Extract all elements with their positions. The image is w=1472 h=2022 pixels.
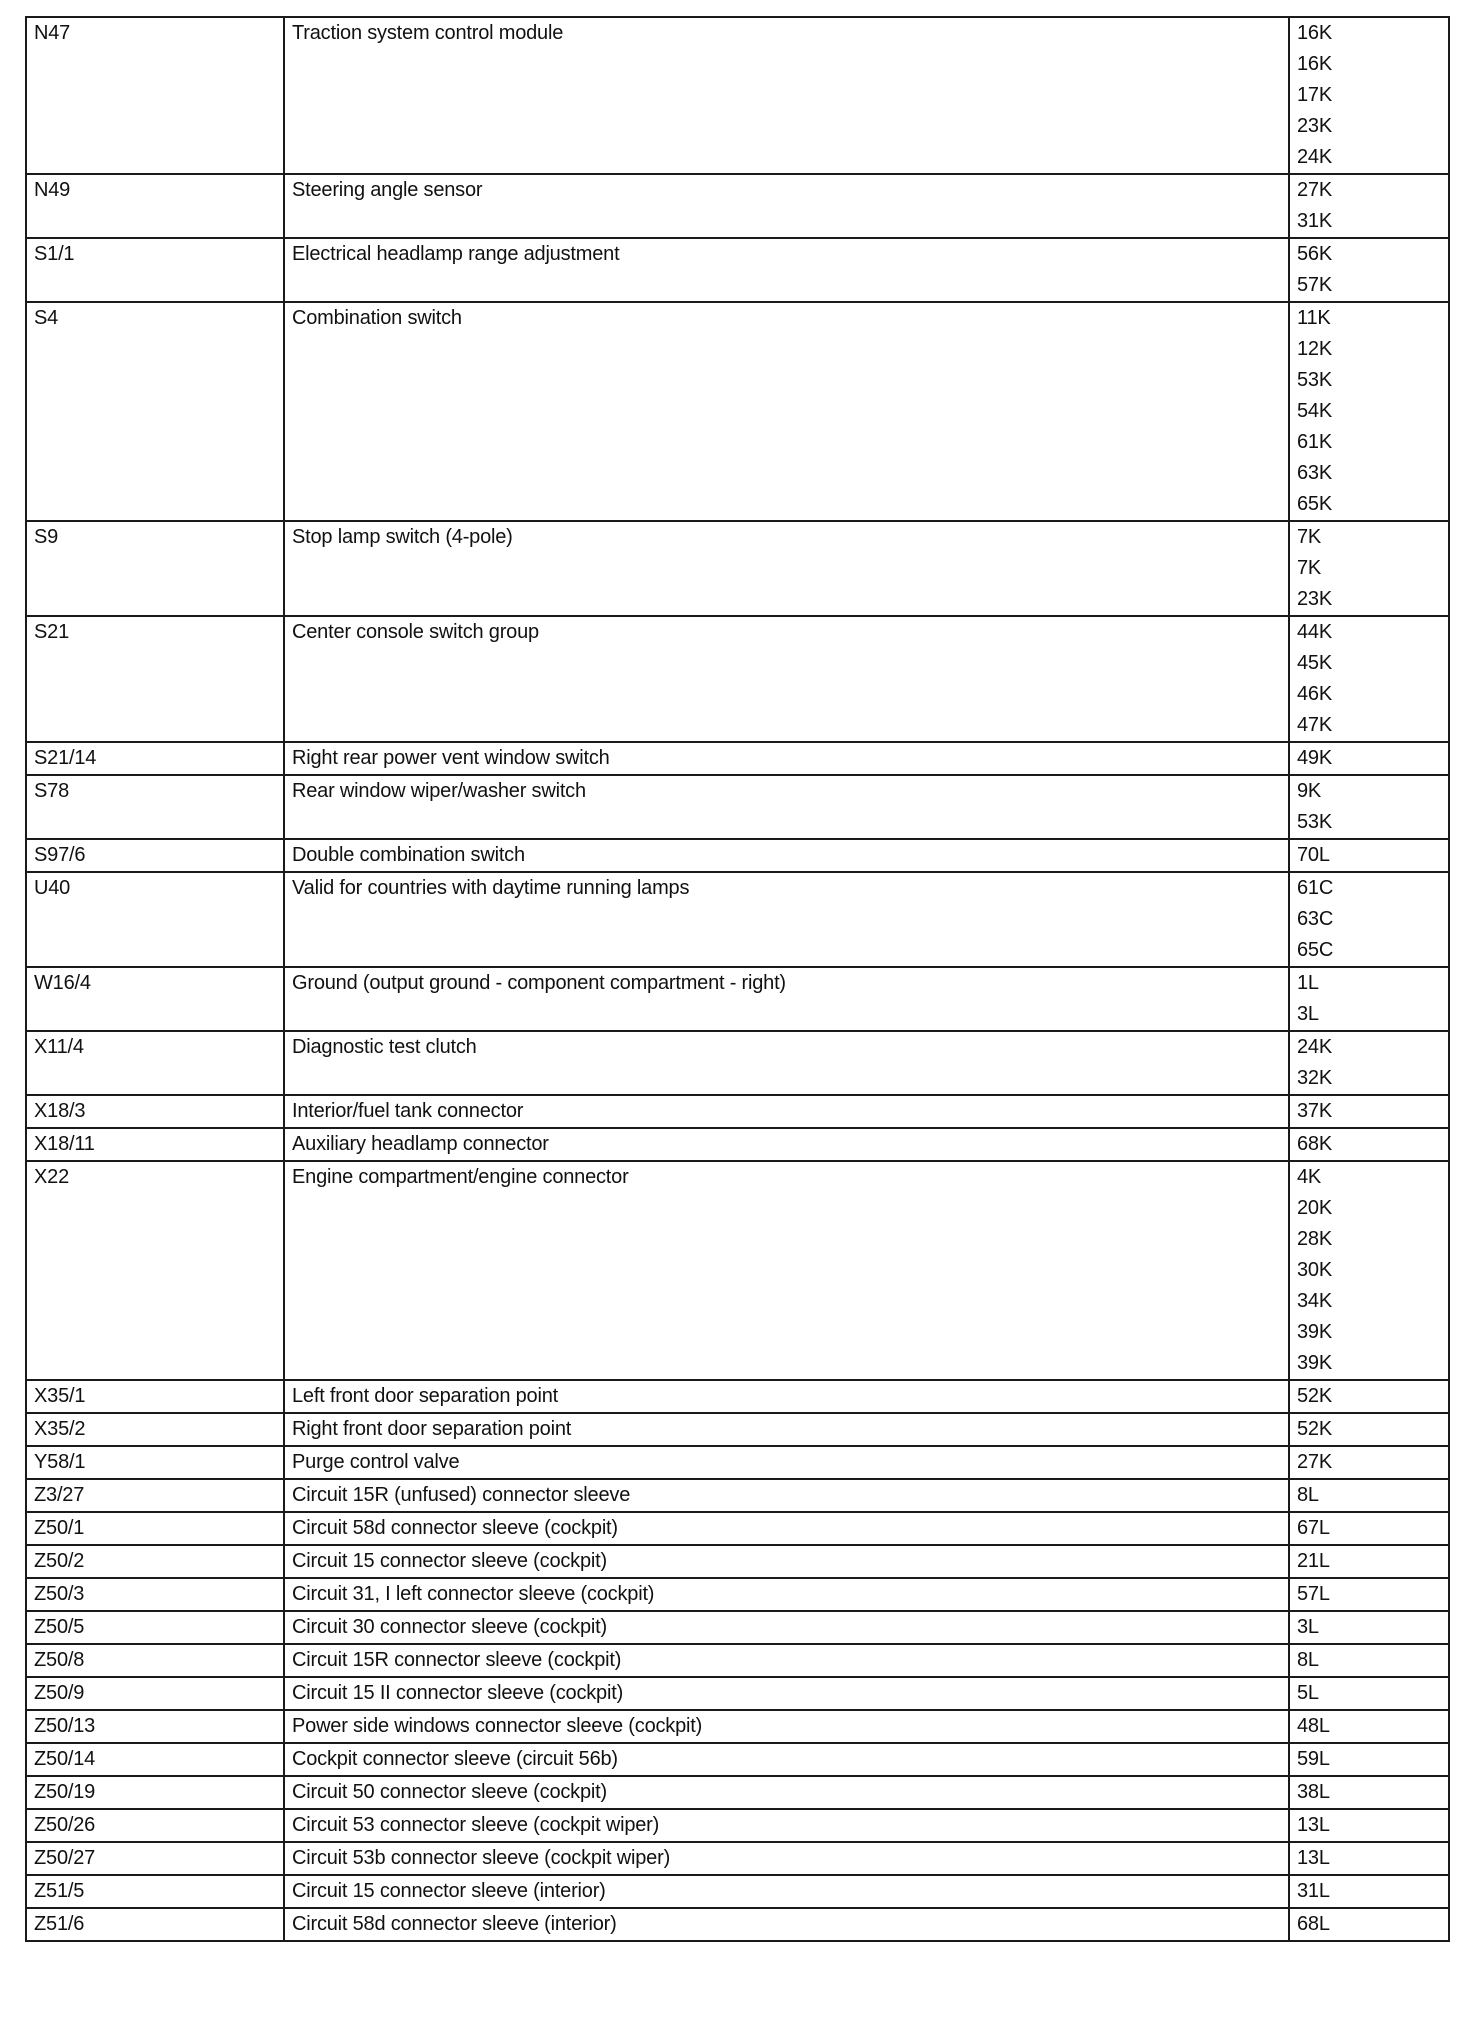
diagram-position-cell [1289, 1413, 1449, 1446]
diagram-position-cell [1289, 1446, 1449, 1479]
component-description-cell: Electrical headlamp range adjustment [284, 238, 1289, 302]
table-row [26, 1380, 1449, 1413]
component-description-cell: Circuit 53 connector sleeve (cockpit wiper) [284, 1809, 1289, 1842]
diagram-position-cell [1289, 302, 1449, 521]
component-code-cell: S1/1 [26, 238, 284, 302]
diagram-position: 1L [1297, 972, 1319, 994]
table-row [26, 1512, 1449, 1545]
diagram-position: 39K [1297, 1352, 1332, 1374]
diagram-position: 53K [1297, 369, 1332, 391]
table-row [26, 839, 1449, 872]
diagram-position: 61C [1297, 877, 1334, 899]
component-code-cell: Z51/5 [26, 1875, 284, 1908]
table-row [26, 1611, 1449, 1644]
component-code-cell: Z50/19 [26, 1776, 284, 1809]
diagram-position: 28K [1297, 1228, 1332, 1250]
component-description-cell: Circuit 58d connector sleeve (interior) [284, 1908, 1289, 1941]
table-row [26, 1809, 1449, 1842]
component-code-cell: X22 [26, 1161, 284, 1380]
diagram-position: 16K [1297, 22, 1332, 44]
diagram-position: 56K [1297, 243, 1332, 265]
diagram-position: 31K [1297, 210, 1332, 232]
diagram-position: 65C [1297, 939, 1334, 961]
table-row [26, 775, 1449, 839]
diagram-position-cell [1289, 1677, 1449, 1710]
component-description-cell: Center console switch group [284, 616, 1289, 742]
component-code-cell: X18/11 [26, 1128, 284, 1161]
component-description-cell: Circuit 15 II connector sleeve (cockpit) [284, 1677, 1289, 1710]
diagram-position-cell [1289, 616, 1449, 742]
component-code-cell: Z50/5 [26, 1611, 284, 1644]
table-row [26, 616, 1449, 742]
table-row [26, 1842, 1449, 1875]
component-code-cell: S21/14 [26, 742, 284, 775]
component-description-cell: Circuit 30 connector sleeve (cockpit) [284, 1611, 1289, 1644]
table-row [26, 1031, 1449, 1095]
component-code-cell: Z50/9 [26, 1677, 284, 1710]
component-code-cell: X18/3 [26, 1095, 284, 1128]
component-description-cell: Right front door separation point [284, 1413, 1289, 1446]
diagram-position-cell [1289, 1710, 1449, 1743]
table-row [26, 1875, 1449, 1908]
table-row [26, 1677, 1449, 1710]
component-code-cell: X35/2 [26, 1413, 284, 1446]
component-code-cell: Z51/6 [26, 1908, 284, 1941]
component-description-cell: Double combination switch [284, 839, 1289, 872]
component-code-cell: S97/6 [26, 839, 284, 872]
diagram-position: 47K [1297, 714, 1332, 736]
table-row [26, 1644, 1449, 1677]
component-code-cell: S78 [26, 775, 284, 839]
diagram-position: 27K [1297, 1451, 1332, 1473]
diagram-position-cell [1289, 1128, 1449, 1161]
diagram-position: 8L [1297, 1649, 1319, 1671]
diagram-position: 57K [1297, 274, 1332, 296]
component-description-cell: Diagnostic test clutch [284, 1031, 1289, 1095]
diagram-position-cell [1289, 1776, 1449, 1809]
component-description-cell: Stop lamp switch (4-pole) [284, 521, 1289, 616]
diagram-position-cell [1289, 1875, 1449, 1908]
diagram-position-cell [1289, 521, 1449, 616]
table-row [26, 1743, 1449, 1776]
component-code-cell: N47 [26, 17, 284, 174]
table-row [26, 1446, 1449, 1479]
diagram-position: 17K [1297, 84, 1332, 106]
component-table-body [26, 17, 1449, 1941]
diagram-position: 16K [1297, 53, 1332, 75]
component-description-cell: Circuit 15R connector sleeve (cockpit) [284, 1644, 1289, 1677]
diagram-position-cell [1289, 1095, 1449, 1128]
diagram-position: 63K [1297, 462, 1332, 484]
component-table [25, 16, 1450, 1942]
component-code-cell: X11/4 [26, 1031, 284, 1095]
component-code-cell: Z50/1 [26, 1512, 284, 1545]
component-description-cell: Valid for countries with daytime running lamps [284, 872, 1289, 967]
diagram-position: 53K [1297, 811, 1332, 833]
component-code-cell: Z50/13 [26, 1710, 284, 1743]
table-row [26, 1578, 1449, 1611]
diagram-position-cell [1289, 1545, 1449, 1578]
table-row [26, 967, 1449, 1031]
component-description-cell: Steering angle sensor [284, 174, 1289, 238]
diagram-position-cell [1289, 1578, 1449, 1611]
diagram-position: 59L [1297, 1748, 1330, 1770]
table-row [26, 1479, 1449, 1512]
diagram-position-cell [1289, 1842, 1449, 1875]
diagram-position-cell [1289, 1611, 1449, 1644]
component-code-cell: S9 [26, 521, 284, 616]
diagram-position-cell [1289, 238, 1449, 302]
diagram-position: 13L [1297, 1814, 1330, 1836]
diagram-position-cell [1289, 742, 1449, 775]
table-row [26, 17, 1449, 174]
diagram-position: 31L [1297, 1880, 1330, 1902]
table-row [26, 302, 1449, 521]
diagram-position: 23K [1297, 588, 1332, 610]
component-description-cell: Ground (output ground - component compartment - right) [284, 967, 1289, 1031]
table-row [26, 1095, 1449, 1128]
table-row [26, 1413, 1449, 1446]
component-description-cell: Circuit 15 connector sleeve (cockpit) [284, 1545, 1289, 1578]
diagram-position: 34K [1297, 1290, 1332, 1312]
diagram-position: 24K [1297, 1036, 1332, 1058]
diagram-position-cell [1289, 1743, 1449, 1776]
diagram-position: 67L [1297, 1517, 1330, 1539]
diagram-position: 7K [1297, 557, 1322, 579]
diagram-position: 57L [1297, 1583, 1330, 1605]
diagram-position-cell [1289, 1908, 1449, 1941]
diagram-position: 3L [1297, 1616, 1319, 1638]
diagram-position: 5L [1297, 1682, 1319, 1704]
diagram-position-cell [1289, 17, 1449, 174]
component-description-cell: Cockpit connector sleeve (circuit 56b) [284, 1743, 1289, 1776]
table-row [26, 1545, 1449, 1578]
diagram-position-cell [1289, 872, 1449, 967]
component-description-cell: Engine compartment/engine connector [284, 1161, 1289, 1380]
diagram-position: 63C [1297, 908, 1334, 930]
diagram-position: 4K [1297, 1166, 1322, 1188]
component-code-cell: Y58/1 [26, 1446, 284, 1479]
component-code-cell: Z50/8 [26, 1644, 284, 1677]
diagram-position: 13L [1297, 1847, 1330, 1869]
diagram-position-cell [1289, 1380, 1449, 1413]
diagram-position: 52K [1297, 1385, 1332, 1407]
component-code-cell: W16/4 [26, 967, 284, 1031]
diagram-position: 38L [1297, 1781, 1330, 1803]
diagram-position: 7K [1297, 526, 1322, 548]
diagram-position: 39K [1297, 1321, 1332, 1343]
diagram-position-cell [1289, 775, 1449, 839]
component-description-cell: Circuit 15 connector sleeve (interior) [284, 1875, 1289, 1908]
component-code-cell: Z50/2 [26, 1545, 284, 1578]
component-description-cell: Circuit 15R (unfused) connector sleeve [284, 1479, 1289, 1512]
document-page [25, 16, 1448, 1942]
diagram-position: 27K [1297, 179, 1332, 201]
component-code-cell: U40 [26, 872, 284, 967]
diagram-position-cell [1289, 967, 1449, 1031]
table-row [26, 1161, 1449, 1380]
diagram-position: 65K [1297, 493, 1332, 515]
component-description-cell: Circuit 31, I left connector sleeve (cockpit) [284, 1578, 1289, 1611]
diagram-position: 21L [1297, 1550, 1330, 1572]
diagram-position-cell [1289, 1161, 1449, 1380]
diagram-position: 54K [1297, 400, 1332, 422]
diagram-position: 23K [1297, 115, 1332, 137]
diagram-position-cell [1289, 174, 1449, 238]
component-code-cell: S21 [26, 616, 284, 742]
table-row [26, 1710, 1449, 1743]
diagram-position: 68L [1297, 1913, 1330, 1935]
diagram-position: 49K [1297, 747, 1332, 769]
component-description-cell: Power side windows connector sleeve (cockpit) [284, 1710, 1289, 1743]
component-description-cell: Circuit 58d connector sleeve (cockpit) [284, 1512, 1289, 1545]
table-row [26, 1908, 1449, 1941]
component-description-cell: Right rear power vent window switch [284, 742, 1289, 775]
component-code-cell: X35/1 [26, 1380, 284, 1413]
diagram-position: 46K [1297, 683, 1332, 705]
diagram-position: 24K [1297, 146, 1332, 168]
diagram-position-cell [1289, 1031, 1449, 1095]
table-row [26, 872, 1449, 967]
component-description-cell: Rear window wiper/washer switch [284, 775, 1289, 839]
component-description-cell: Left front door separation point [284, 1380, 1289, 1413]
diagram-position: 20K [1297, 1197, 1332, 1219]
diagram-position: 68K [1297, 1133, 1332, 1155]
diagram-position: 70L [1297, 844, 1330, 866]
table-row [26, 1776, 1449, 1809]
component-code-cell: S4 [26, 302, 284, 521]
component-description-cell: Auxiliary headlamp connector [284, 1128, 1289, 1161]
diagram-position-cell [1289, 1479, 1449, 1512]
diagram-position: 9K [1297, 780, 1322, 802]
diagram-position: 44K [1297, 621, 1332, 643]
component-description-cell: Interior/fuel tank connector [284, 1095, 1289, 1128]
table-row [26, 521, 1449, 616]
diagram-position: 37K [1297, 1100, 1332, 1122]
diagram-position: 8L [1297, 1484, 1319, 1506]
component-description-cell: Combination switch [284, 302, 1289, 521]
diagram-position-cell [1289, 839, 1449, 872]
table-row [26, 1128, 1449, 1161]
component-description-cell: Traction system control module [284, 17, 1289, 174]
table-row [26, 174, 1449, 238]
diagram-position: 30K [1297, 1259, 1332, 1281]
component-code-cell: Z50/14 [26, 1743, 284, 1776]
table-row [26, 238, 1449, 302]
diagram-position: 52K [1297, 1418, 1332, 1440]
component-description-cell: Purge control valve [284, 1446, 1289, 1479]
component-description-cell: Circuit 50 connector sleeve (cockpit) [284, 1776, 1289, 1809]
diagram-position-cell [1289, 1512, 1449, 1545]
diagram-position: 61K [1297, 431, 1332, 453]
diagram-position: 45K [1297, 652, 1332, 674]
table-row [26, 742, 1449, 775]
diagram-position-cell [1289, 1809, 1449, 1842]
diagram-position-cell [1289, 1644, 1449, 1677]
component-code-cell: Z3/27 [26, 1479, 284, 1512]
component-description-cell: Circuit 53b connector sleeve (cockpit wiper) [284, 1842, 1289, 1875]
diagram-position: 32K [1297, 1067, 1332, 1089]
component-code-cell: Z50/26 [26, 1809, 284, 1842]
component-code-cell: Z50/27 [26, 1842, 284, 1875]
component-code-cell: N49 [26, 174, 284, 238]
diagram-position: 48L [1297, 1715, 1330, 1737]
diagram-position: 11K [1297, 307, 1331, 329]
diagram-position: 12K [1297, 338, 1332, 360]
diagram-position: 3L [1297, 1003, 1319, 1025]
component-code-cell: Z50/3 [26, 1578, 284, 1611]
